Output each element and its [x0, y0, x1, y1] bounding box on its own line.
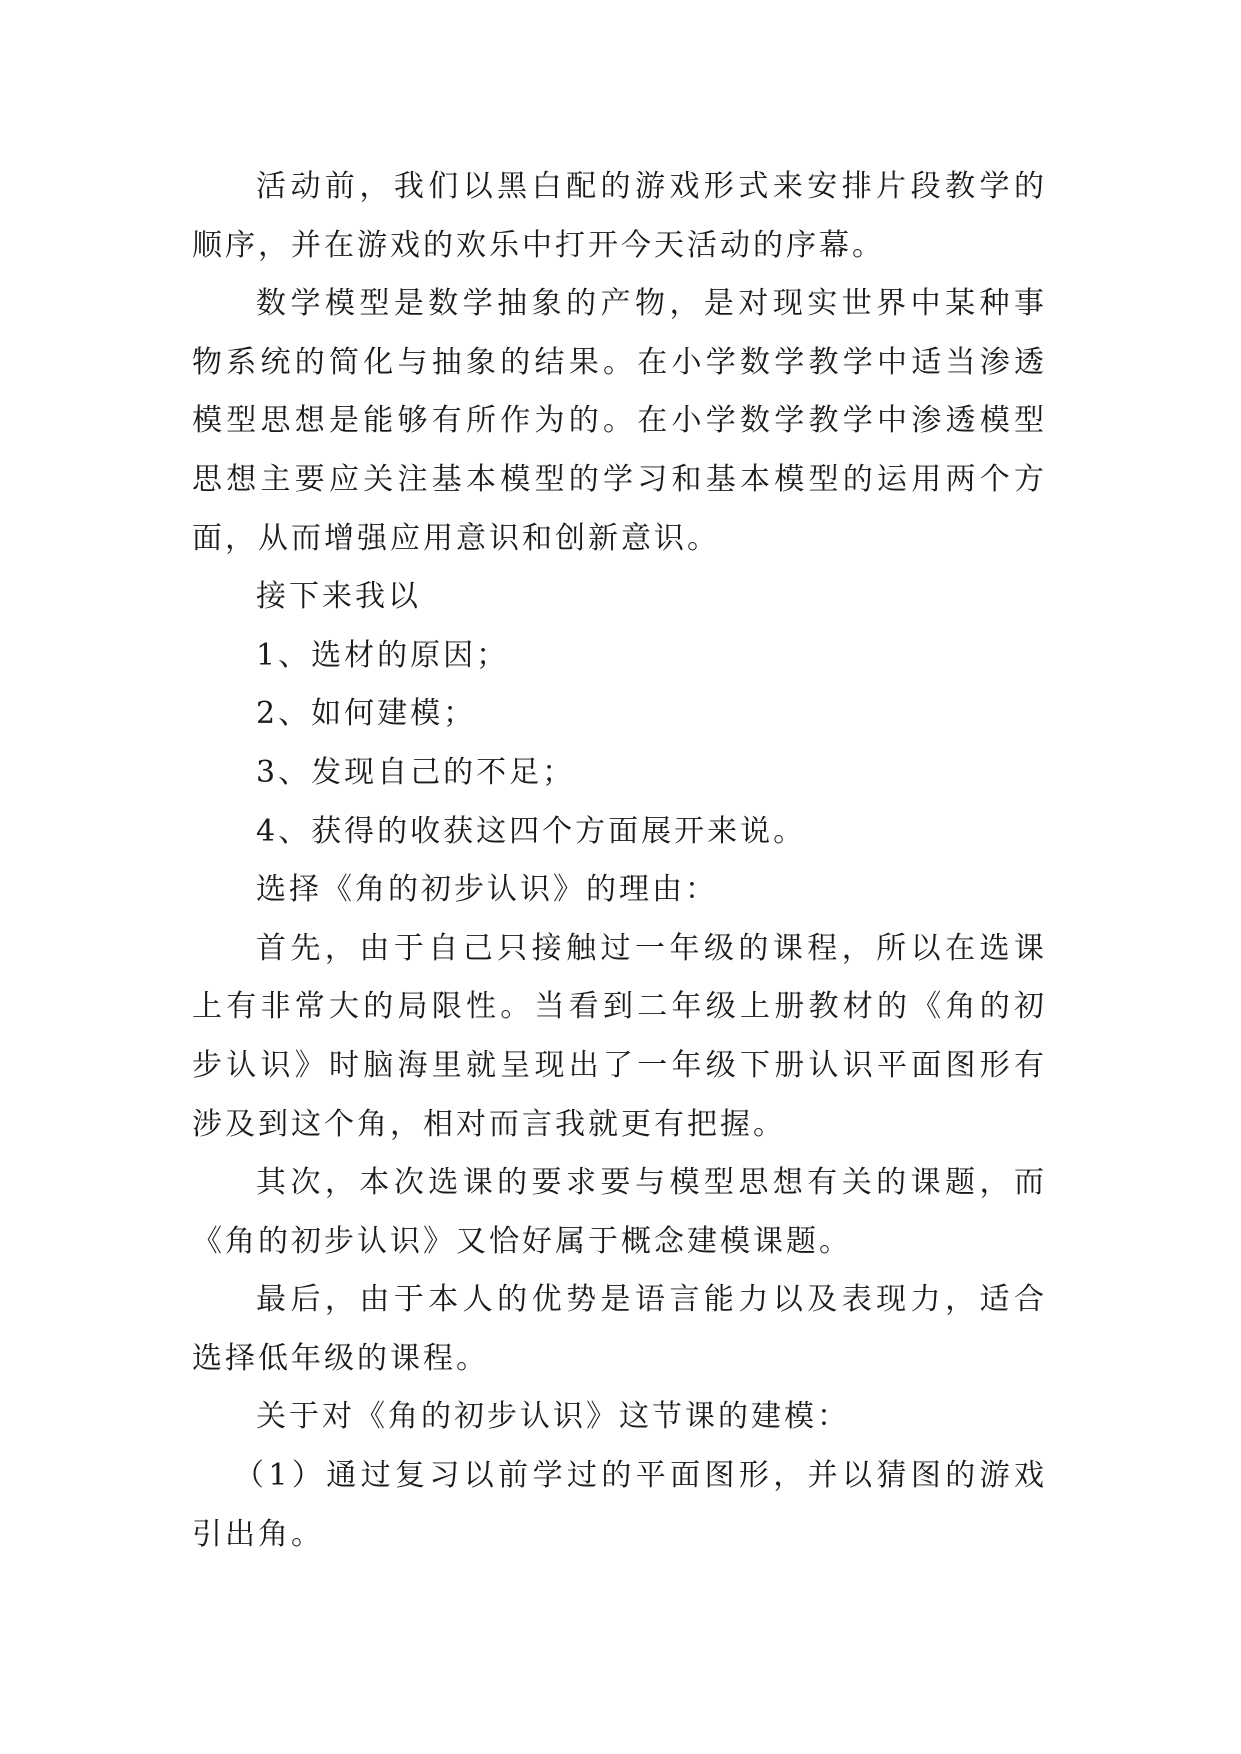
- paragraph-last: 最后，由于本人的优势是语言能力以及表现力，适合选择低年级的课程。: [192, 1282, 1047, 1376]
- paragraph-modeling-heading: 关于对《角的初步认识》这节课的建模：: [256, 1399, 850, 1435]
- list-item-1: 1、选材的原因；: [256, 637, 510, 673]
- document-body: [192, 158, 1047, 1564]
- list-item-2: 2、如何建模；: [256, 696, 477, 732]
- paragraph-first: 首先，由于自己只接触过一年级的课程，所以在选课上有非常大的局限性。当看到二年级上册教材的《角的初步认识》时脑海里就呈现出了一年级下册认识平面图形有涉及到这个角，相对而言我就更有把握。: [192, 930, 1047, 1142]
- paragraph-math-model: 数学模型是数学抽象的产物，是对现实世界中某种事物系统的简化与抽象的结果。在小学数学教学中适当渗透模型思想是能够有所作为的。在小学数学教学中渗透模型思想主要应关注基本模型的学习和基本模型的运用两个方面，从而增强应用意识和创新意识。: [192, 286, 1047, 556]
- paragraph-outline-intro: 接下来我以: [256, 579, 421, 615]
- paragraph-reason-heading: 选择《角的初步认识》的理由：: [256, 872, 718, 908]
- list-item-3: 3、发现自己的不足；: [256, 754, 576, 790]
- paragraph-activity-intro: 活动前，我们以黑白配的游戏形式来安排片段教学的顺序，并在游戏的欢乐中打开今天活动的序幕。: [192, 169, 1047, 263]
- paragraph-second: 其次，本次选课的要求要与模型思想有关的课题，而《角的初步认识》又恰好属于概念建模课题。: [192, 1165, 1047, 1259]
- list-item-4: 4、获得的收获这四个方面展开来说。: [256, 813, 807, 849]
- paragraph-step-1: （1）通过复习以前学过的平面图形，并以猜图的游戏引出角。: [192, 1458, 1047, 1552]
